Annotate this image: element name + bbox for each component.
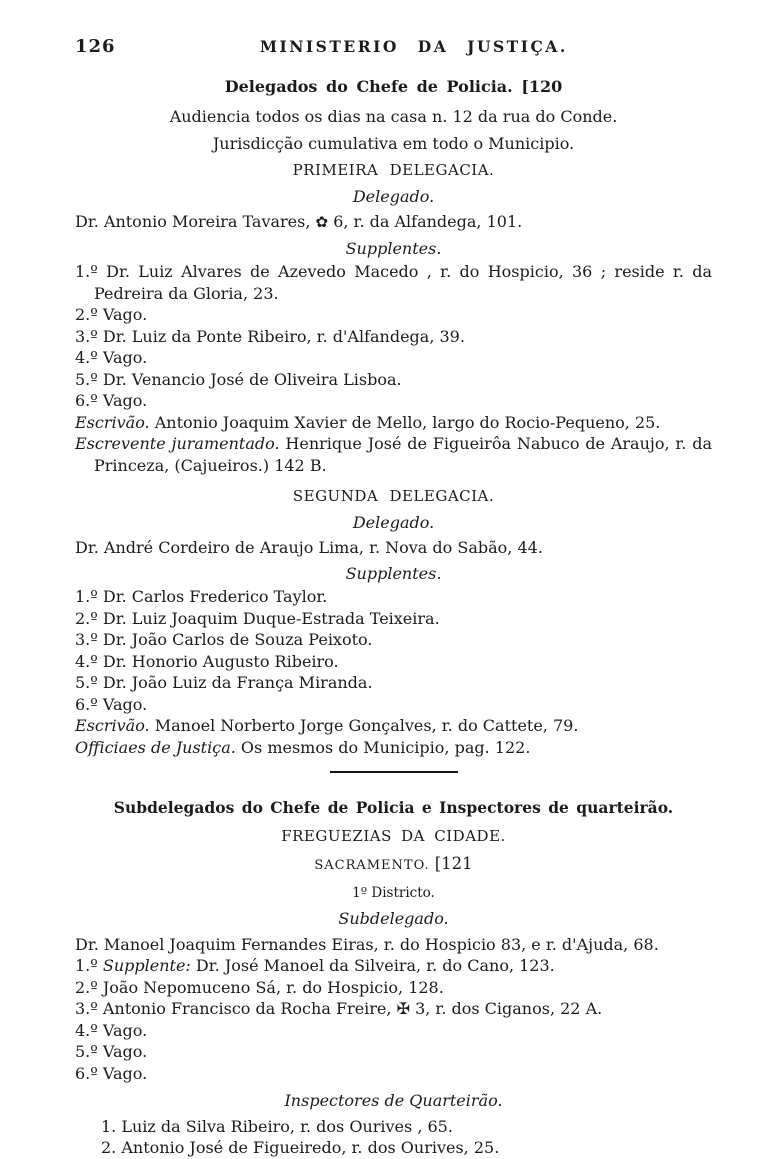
list-item: 1.º Dr. Luiz Alvares de Azevedo Macedo , r. do Hospicio, 36 ; reside r. da Pedreira da Gloria, 23.	[75, 262, 712, 303]
list-item: 1.º Dr. Carlos Frederico Taylor.	[75, 587, 328, 606]
supplente-2-entry: 2.º João Nepomuceno Sá, r. do Hospicio, 128.	[75, 977, 444, 997]
list-item: 5.º Dr. Venancio José de Oliveira Lisboa.	[75, 369, 402, 389]
escrevente-value: Henrique José de Figueirôa Nabuco de Araujo, r. da Princeza, (Cajueiros.) 142 B.	[94, 434, 712, 475]
page-number: 126	[75, 36, 116, 57]
escrivao-value: Manoel Norberto Jorge Gonçalves, r. do Cattete, 79.	[154, 716, 579, 735]
parish-ref: [121	[434, 854, 473, 873]
maltese-cross-icon: ✠	[396, 999, 410, 1018]
primeira-supplentes-label: Supplentes.	[345, 238, 442, 258]
segunda-delegado-entry: Dr. André Cordeiro de Araujo Lima, r. Nova do Sabão, 44.	[75, 538, 543, 557]
delegados-section-title: Delegados do Chefe de Policia. [120	[224, 76, 563, 96]
escrivao-label: Escrivão.	[75, 716, 150, 735]
primeira-escrevente-entry	[75, 433, 712, 476]
jurisdiccao-note: Jurisdicção cumulativa em todo o Municipio.	[212, 133, 575, 153]
supplente-4-entry: 4.º Vago.	[75, 1020, 148, 1040]
freguezias-heading: FREGUEZIAS DA CIDADE.	[281, 826, 506, 845]
audiencia-note: Audiencia todos os dias na casa n. 12 da rua do Conde.	[169, 107, 618, 126]
supplente-1-value: Dr. José Manoel da Silveira, r. do Cano, 123.	[195, 956, 555, 975]
running-title: MINISTERIO DA JUSTIÇA.	[259, 37, 568, 56]
list-item: 3.º Dr. Luiz da Ponte Ribeiro, r. d'Alfandega, 39.	[75, 326, 465, 346]
supplente-3-entry	[75, 998, 712, 1020]
primeira-delegado-label: Delegado.	[352, 186, 435, 206]
subdelegados-section-title: Subdelegados do Chefe de Policia e Inspectores de quarteirão.	[113, 798, 674, 817]
parish-name: SACRAMENTO.	[314, 858, 430, 873]
list-item: 6.º Vago.	[75, 694, 148, 714]
supplente-1-label: Supplente:	[102, 956, 191, 975]
subdelegado-entry: Dr. Manoel Joaquim Fernandes Eiras, r. do Hospicio 83, e r. d'Ajuda, 68.	[75, 934, 659, 954]
primeira-supplentes-list	[75, 261, 712, 476]
segunda-delegado-label: Delegado.	[352, 512, 435, 532]
list-item: 4.º Dr. Honorio Augusto Ribeiro.	[75, 651, 339, 671]
list-item: 4.º Vago.	[75, 348, 148, 367]
escrivao-label: Escrivão.	[75, 412, 150, 432]
escrevente-label: Escrevente juramentado.	[75, 434, 280, 453]
list-item: 3.º Dr. João Carlos de Souza Peixoto.	[75, 630, 373, 649]
supplente-6-entry: 6.º Vago.	[75, 1063, 148, 1083]
segunda-escrivao-entry	[75, 715, 712, 737]
officiaes-value: Os mesmos do Municipio, pag. 122.	[240, 737, 531, 757]
primeira-escrivao-entry	[75, 412, 712, 434]
supplente-3-address: 3, r. dos Ciganos, 22 A.	[415, 999, 603, 1018]
primeira-delegado-address: 6, r. da Alfandega, 101.	[333, 212, 523, 231]
supplente-1-entry	[75, 955, 712, 977]
section-divider	[330, 771, 458, 773]
inspectores-label: Inspectores de Quarteirão.	[284, 1091, 503, 1110]
list-item: 6.º Vago.	[75, 391, 148, 410]
officiaes-entry	[75, 737, 712, 759]
primeira-delegado-entry	[75, 211, 712, 234]
list-item: 2.º Vago.	[75, 305, 148, 324]
segunda-delegacia-heading: SEGUNDA DELEGACIA.	[292, 487, 495, 505]
supplente-1-num: 1.º	[75, 956, 98, 975]
subdelegado-label: Subdelegado.	[338, 909, 449, 928]
supplente-5-entry: 5.º Vago.	[75, 1042, 148, 1061]
page-header	[75, 36, 712, 58]
segunda-supplentes-list	[75, 586, 712, 758]
inspectores-list	[101, 1116, 712, 1159]
primeira-delegacia-heading: PRIMEIRA DELEGACIA.	[292, 161, 495, 179]
page-content	[75, 0, 712, 1159]
districto-heading: 1º Districto.	[352, 884, 435, 901]
rosette-ornament-icon: ✿	[315, 213, 329, 231]
escrivao-value: Antonio Joaquim Xavier de Mello, largo do Rocio-Pequeno, 25.	[154, 412, 661, 432]
list-item: 5.º Dr. João Luiz da França Miranda.	[75, 673, 373, 692]
segunda-supplentes-label: Supplentes.	[345, 563, 442, 583]
officiaes-label: Officiaes de Justiça.	[75, 737, 236, 757]
primeira-delegado-name: Dr. Antonio Moreira Tavares,	[75, 212, 311, 231]
subdelegados-list	[75, 934, 712, 1085]
parish-heading	[75, 853, 712, 877]
list-item: 2.º Dr. Luiz Joaquim Duque-Estrada Teixeira.	[75, 608, 440, 628]
supplente-3-name: 3.º Antonio Francisco da Rocha Freire,	[75, 999, 392, 1018]
list-item: 1. Luiz da Silva Ribeiro, r. dos Ourives , 65.	[101, 1116, 453, 1136]
list-item: 2. Antonio José de Figueiredo, r. dos Ourives, 25.	[101, 1138, 500, 1157]
